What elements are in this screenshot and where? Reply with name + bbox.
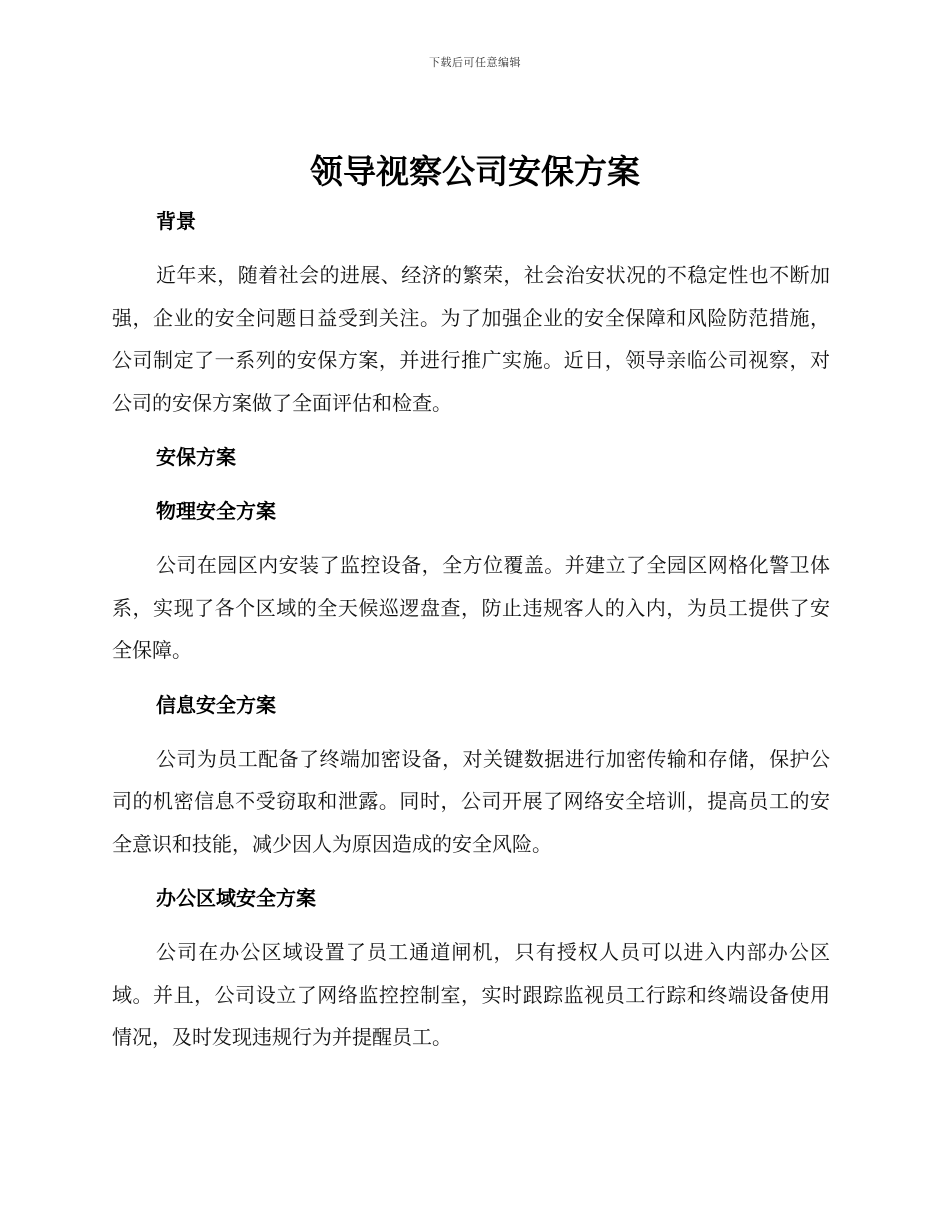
section-heading-background: 背景 xyxy=(156,209,196,233)
document-body xyxy=(112,200,830,1059)
document-title: 领导视察公司安保方案 xyxy=(310,152,640,191)
paragraph-office-security: 公司在办公区域设置了员工通道闸机，只有授权人员可以进入内部办公区域。并且，公司设立了网络监控控制室，实时跟踪监视员工行踪和终端设备使用情况，及时发现违规行为并提醒员工。 xyxy=(112,940,830,1049)
page-header-note: 下载后可任意编辑 xyxy=(429,56,521,69)
section-heading-security-plan: 安保方案 xyxy=(156,445,236,469)
section-heading-information-security: 信息安全方案 xyxy=(156,692,276,717)
section-heading-office-security: 办公区域安全方案 xyxy=(156,886,316,910)
paragraph-background: 近年来，随着社会的进展、经济的繁荣，社会治安状况的不稳定性也不断加强，企业的安全问题日益受到关注。为了加强企业的安全保障和风险防范措施，公司制定了一系列的安保方案，并进行推广实施。近日，领导亲临公司视察，对公司的安保方案做了全面评估和检查。 xyxy=(112,263,830,415)
paragraph-information-security: 公司为员工配备了终端加密设备，对关键数据进行加密传输和存储，保护公司的机密信息不受窃取和泄露。同时，公司开展了网络安全培训，提高员工的安全意识和技能，减少因人为原因造成的安全风险。 xyxy=(112,746,830,856)
paragraph-physical-security: 公司在园区内安装了监控设备，全方位覆盖。并建立了全园区网格化警卫体系，实现了各个区域的全天候巡逻盘查，防止违规客人的入内，为员工提供了安全保障。 xyxy=(112,553,830,662)
section-heading-physical-security: 物理安全方案 xyxy=(156,499,276,523)
